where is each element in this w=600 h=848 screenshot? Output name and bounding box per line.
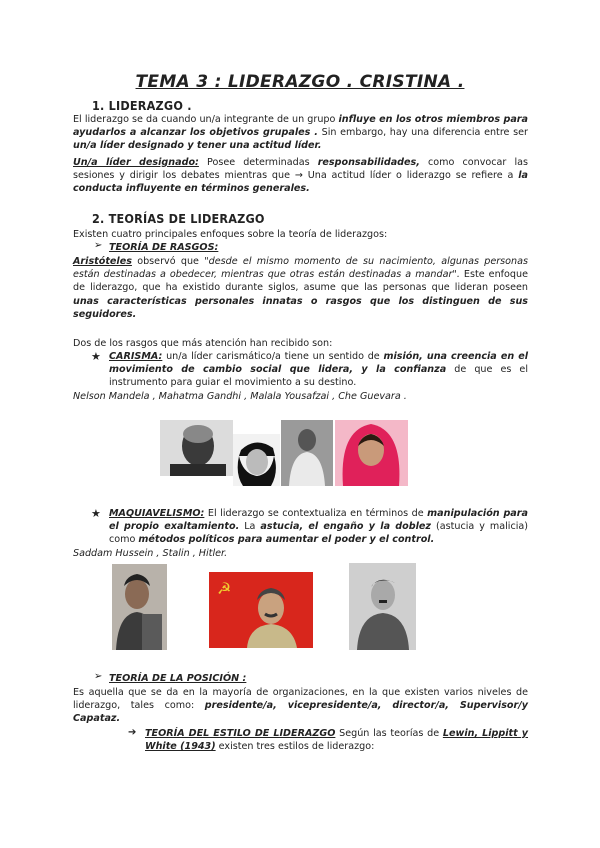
- paragraph-lider-designado: [73, 156, 528, 196]
- paragraph-teorias-intro: Existen cuatro principales enfoques sobre la teoría de liderazgos:: [73, 229, 388, 240]
- paragraph-liderazgo-definition: [73, 113, 528, 153]
- paragraph-estilo-liderazgo: [145, 727, 528, 753]
- text-emphasis: unas características personales innatas o rasgos que los distinguen de sus seguidores.: [73, 295, 528, 320]
- text: Posee determinadas: [198, 157, 318, 168]
- term-maquiavelismo: MAQUIAVELISMO:: [109, 508, 205, 519]
- section-heading-teorias: 2. TEORÍAS DE LIDERAZGO: [92, 211, 265, 226]
- text: existen tres estilos de liderazgo:: [215, 741, 375, 753]
- photo-gandhi: [281, 420, 333, 486]
- photo-saddam-hussein: [112, 564, 167, 650]
- photo-hitler: [349, 563, 416, 650]
- subheading-teoria-posicion: [109, 672, 246, 685]
- text-emphasis: misión, una creencia en el movimiento de cambio social que lidera, y la confianza: [109, 351, 528, 376]
- paragraph-carisma: [109, 350, 528, 390]
- subheading-teoria-rasgos: [109, 241, 218, 254]
- term-lewin: Lewin, Lippitt y White (1943): [145, 728, 529, 753]
- text: observó que: [131, 256, 205, 267]
- text-emphasis: métodos políticos para aumentar el poder y el control.: [138, 534, 435, 546]
- right-arrow-icon: ➔: [128, 727, 137, 738]
- text: (astucia y malicia) como: [109, 521, 529, 546]
- text-emphasis: manipulación para el propio exaltamiento.: [109, 508, 528, 533]
- term-lider-designado: Un/a líder designado:: [73, 157, 199, 168]
- label: TEORÍA DE LA POSICIÓN :: [109, 673, 247, 684]
- text: El liderazgo se contextualiza en términos de: [204, 508, 428, 519]
- term-carisma: CARISMA:: [109, 351, 163, 362]
- text-emphasis: influye en los otros miembros para ayudarlos a alcanzar los objetivos grupales .: [73, 114, 528, 139]
- page-title: TEMA 3 : LIDERAZGO . CRISTINA .: [135, 72, 465, 92]
- text: Este enfoque de liderazgo, que ha existido durante siglos, asume que las personas que lideran poseen: [73, 269, 528, 294]
- carisma-examples: Nelson Mandela , Mahatma Gandhi , Malala Yousafzai , Che Guevara .: [73, 391, 407, 402]
- text: de que es el instrumento para guiar el movimiento a su destino.: [109, 364, 529, 389]
- text: El liderazgo se da cuando un/a integrante de un grupo: [73, 114, 339, 125]
- text-emphasis: responsabilidades,: [317, 157, 420, 168]
- term-estilo-liderazgo: TEORÍA DEL ESTILO DE LIDERAZGO: [145, 728, 336, 739]
- text-emphasis: la conducta influyente en términos generales.: [73, 170, 528, 195]
- text: un/a líder carismático/a tiene un sentido de: [162, 351, 384, 362]
- text: Según las teorías de: [335, 728, 443, 739]
- arrow-bullet-icon: ➢: [94, 240, 103, 251]
- term-aristoteles: Aristóteles: [73, 256, 132, 267]
- photo-che-guevara: [233, 434, 280, 486]
- photo-mandela: [160, 420, 233, 476]
- text: como convocar las sesiones y dirigir los debates mientras que → Una actitud líder o liderazgo se refiere a: [73, 157, 528, 182]
- svg-text:☭: ☭: [217, 579, 232, 598]
- text-emphasis: astucia, el engaño y la doblez: [260, 521, 432, 533]
- text: Sin embargo, hay una diferencia entre ser: [317, 127, 528, 139]
- star-bullet-icon: ★: [91, 350, 101, 363]
- section-heading-liderazgo: 1. LIDERAZGO .: [92, 98, 192, 113]
- arrow-bullet-icon: ➢: [94, 671, 103, 682]
- star-bullet-icon: ★: [91, 507, 101, 520]
- text: Es aquella que se da en la mayoría de organizaciones, en la que existen varios niveles de liderazgo, tales como:: [73, 687, 528, 712]
- paragraph-maquiavelismo: [109, 507, 528, 547]
- paragraph-rasgos: [73, 255, 528, 321]
- text-emphasis: un/a líder designado y tener una actitud líder.: [73, 140, 322, 152]
- paragraph-posicion: [73, 686, 528, 726]
- quote: "desde el mismo momento de su nacimiento, algunas personas están destinadas a obedecer, mientras que otras están destinadas a mandar".: [73, 256, 528, 281]
- maquiavelismo-examples: Saddam Hussein , Stalin , Hitler.: [73, 548, 228, 559]
- photo-stalin: [209, 572, 313, 648]
- text: La: [239, 521, 261, 533]
- paragraph-rasgos-intro: Dos de los rasgos que más atención han recibido son:: [73, 338, 333, 349]
- text-emphasis: presidente/a, vicepresidente/a, director/a, Supervisor/y Capataz.: [73, 700, 529, 725]
- label: TEORÍA DE RASGOS:: [109, 242, 219, 253]
- photo-malala: [335, 420, 408, 486]
